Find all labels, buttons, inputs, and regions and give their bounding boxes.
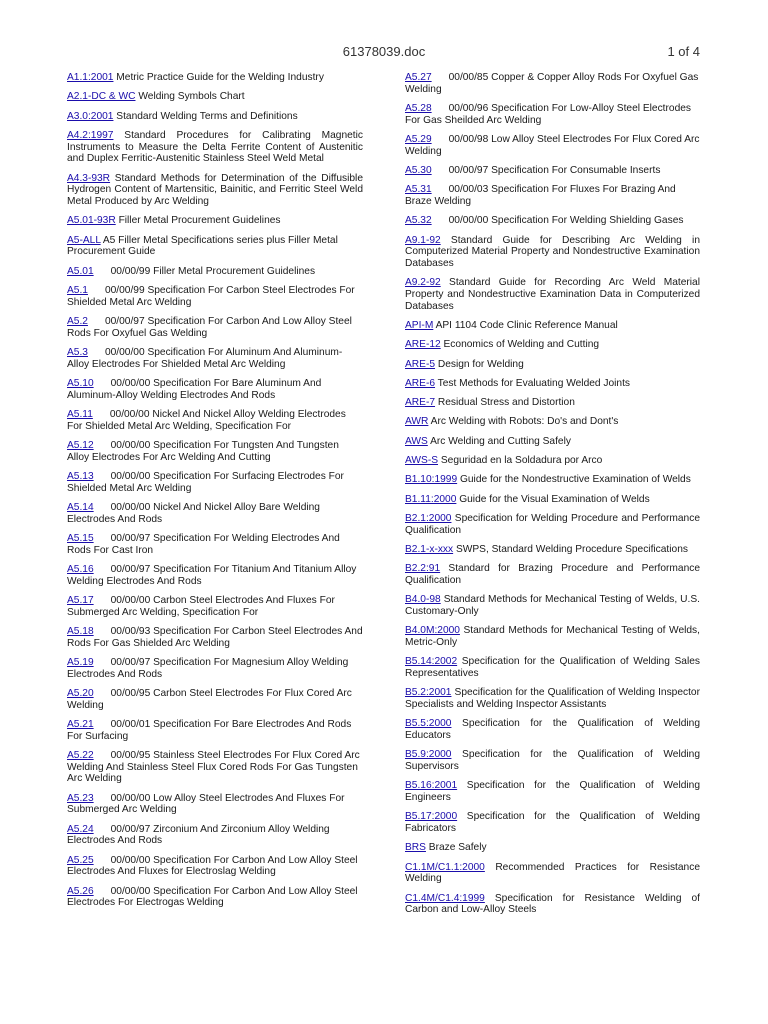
standard-entry: [67, 173, 363, 208]
standard-title: Specification For Carbon Steel Electrodes And Rods For Gas Shielded Arc Welding: [67, 625, 363, 649]
standard-entry: [67, 626, 363, 649]
standard-title: Specification for the Qualification of Welding Educators: [405, 718, 700, 741]
standard-entry: [405, 749, 700, 772]
standard-date: 00/00/95: [110, 687, 151, 699]
standard-code-link[interactable]: C1.4M/C1.4:1999: [405, 892, 485, 904]
standard-entry: [67, 688, 363, 711]
standard-entry: [67, 750, 363, 785]
standard-title: Specification for the Qualification of Welding Supervisors: [405, 749, 700, 772]
standard-code-link[interactable]: A5.3: [67, 346, 88, 358]
standard-title: Economics of Welding and Cutting: [443, 339, 600, 351]
standard-entry: [405, 893, 700, 916]
standard-title: Carbon Steel Electrodes And Fluxes For Submerged Arc Welding, Specification For: [67, 594, 335, 618]
standard-title: Nickel And Nickel Alloy Welding Electrodes For Shielded Metal Arc Welding, Specification For: [67, 408, 346, 432]
standard-code-link[interactable]: A5-ALL: [67, 234, 101, 246]
standard-title: Specification For Fluxes For Brazing And Braze Welding: [405, 184, 676, 207]
standard-title: Arc Welding with Robots: Do's and Dont's: [430, 416, 619, 428]
standard-title: Seguridad en la Soldadura por Arco: [440, 455, 603, 467]
standard-date: 00/00/96: [448, 103, 489, 114]
standard-title: Standard Methods for Determination of the Diffusible Hydrogen Content of Martensitic, Bainitic, and Ferritic Steel Weld Metal Produced by Arc Welding: [67, 172, 363, 207]
standard-entry: [67, 347, 363, 370]
standard-entry: [405, 320, 700, 332]
standard-code-link[interactable]: A4.2:1997: [67, 129, 114, 141]
standard-entry: [67, 266, 363, 278]
standard-date: 00/00/99: [110, 265, 151, 277]
standard-entry: [67, 378, 363, 401]
standard-date: 00/00/00: [110, 470, 151, 482]
standard-title: Welding Symbols Chart: [138, 91, 245, 103]
standard-entry: [67, 824, 363, 847]
standard-code-link[interactable]: AWR: [405, 416, 429, 428]
standard-title: Specification for the Qualification of Welding Engineers: [405, 780, 700, 803]
standard-entry: [67, 440, 363, 463]
standard-title: Design for Welding: [437, 358, 524, 370]
standard-code-link[interactable]: A5.19: [67, 656, 94, 668]
standard-code-link[interactable]: API-M: [405, 320, 434, 331]
standard-entry: [405, 563, 700, 586]
standard-title: Specification for Welding Procedure and Performance Qualification: [405, 512, 700, 536]
standard-title: Guide for the Visual Examination of Welds: [459, 493, 650, 505]
standard-entry: [405, 215, 700, 227]
standard-entry: [67, 855, 363, 878]
standard-title: Specification For Bare Aluminum And Aluminum-Alloy Welding Electrodes And Rods: [67, 377, 322, 401]
standard-title: Standard Welding Terms and Definitions: [116, 110, 298, 122]
standard-entry: [67, 533, 363, 556]
standard-code-link[interactable]: B1.11:2000: [405, 493, 457, 505]
standard-code-link[interactable]: B5.17:2000: [405, 811, 458, 823]
standard-code-link[interactable]: BRS: [405, 842, 426, 854]
standard-code-link[interactable]: ARE-12: [405, 339, 441, 351]
standard-title: Specification For Bare Electrodes And Rods For Surfacing: [67, 718, 352, 742]
standard-title: Specification For Aluminum And Aluminum-Alloy Electrodes For Shielded Metal Arc Welding: [67, 346, 343, 370]
standard-title: Specification For Welding Shielding Gases: [491, 215, 684, 227]
standard-title: Recommended Practices for Resistance Welding: [405, 861, 700, 885]
standard-entry: [67, 471, 363, 494]
standard-entry: [67, 285, 363, 308]
standard-code-link[interactable]: A9.2-92: [405, 277, 441, 289]
standard-code-link[interactable]: A5.21: [67, 718, 94, 730]
standard-entry: [405, 494, 700, 506]
standard-date: 00/00/00: [109, 408, 150, 420]
standard-date: 00/00/00: [110, 439, 151, 451]
standard-entry: [67, 409, 363, 432]
standard-code-link[interactable]: A4.3-93R: [67, 172, 111, 184]
standard-date: 00/00/00: [110, 854, 151, 866]
standard-code-link[interactable]: A5.24: [67, 823, 94, 835]
standard-code-link[interactable]: A5.01-93R: [67, 215, 116, 227]
standard-title: A5 Filler Metal Specifications series plus Filler Metal Procurement Guide: [67, 234, 338, 258]
page-number: 1 of 4: [667, 44, 700, 59]
standard-title: Guide for the Nondestructive Examination of Welds: [459, 474, 691, 486]
standard-code-link[interactable]: A5.25: [67, 854, 94, 866]
standard-title: Specification For Surfacing Electrodes For Shielded Metal Arc Welding: [67, 470, 344, 494]
standard-entry: [67, 719, 363, 742]
standard-code-link[interactable]: A5.13: [67, 470, 94, 482]
standard-entry: [405, 842, 700, 854]
standard-entry: [67, 235, 363, 258]
standard-code-link[interactable]: B5.16:2001: [405, 780, 458, 792]
standard-entry: [67, 91, 363, 103]
standard-entry: [405, 416, 700, 428]
standard-title: SWPS, Standard Welding Procedure Specifications: [455, 543, 688, 555]
standard-code-link[interactable]: A5.18: [67, 625, 94, 637]
standard-title: Specification for the Qualification of Welding Fabricators: [405, 811, 700, 834]
standard-code-link[interactable]: A5.01: [67, 265, 94, 277]
standard-entry: [67, 72, 363, 84]
standard-code-link[interactable]: A5.27: [405, 72, 432, 83]
standard-title: Specification For Carbon Steel Electrodes For Shielded Metal Arc Welding: [67, 284, 355, 308]
standard-entry: [405, 862, 700, 885]
standard-code-link[interactable]: B2.2:91: [405, 563, 441, 575]
standard-entry: [405, 378, 700, 390]
standard-title: Standard Methods for Mechanical Testing of Welds, U.S. Customary-Only: [405, 594, 700, 617]
standard-title: Specification For Low-Alloy Steel Electrodes For Gas Sheilded Arc Welding: [405, 103, 691, 126]
standard-date: 00/00/97: [110, 563, 151, 575]
standard-date: 00/00/97: [448, 165, 489, 176]
standard-code-link[interactable]: C1.1M/C1.1:2000: [405, 861, 485, 873]
standard-date: 00/00/03: [448, 184, 489, 196]
standard-entry: [67, 886, 363, 909]
standard-title: Filler Metal Procurement Guidelines: [153, 265, 316, 277]
standard-entry: [67, 502, 363, 525]
right-column: [405, 72, 700, 924]
standard-date: 00/00/85: [448, 72, 489, 83]
standard-date: 00/00/00: [110, 377, 151, 389]
standard-code-link[interactable]: ARE-5: [405, 358, 436, 370]
standard-entry: [405, 184, 700, 207]
standard-entry: [405, 359, 700, 371]
standard-code-link[interactable]: A5.14: [67, 501, 94, 513]
standard-date: 00/00/99: [104, 284, 145, 296]
standard-code-link[interactable]: A5.31: [405, 184, 432, 196]
standard-code-link[interactable]: A2.1-DC & WC: [67, 91, 136, 103]
standard-code-link[interactable]: A5.29: [405, 134, 432, 145]
standard-code-link[interactable]: B5.2:2001: [405, 687, 452, 699]
standard-title: Specification for Resistance Welding of Carbon and Low-Alloy Steels: [405, 892, 700, 916]
standard-date: 00/00/98: [448, 134, 489, 145]
standard-code-link[interactable]: B4.0M:2000: [405, 625, 460, 637]
standard-date: 00/00/97: [110, 532, 151, 544]
standard-date: 00/00/00: [448, 215, 489, 227]
standard-title: Specification For Carbon And Low Alloy Steel Electrodes For Electrogas Welding: [67, 885, 358, 909]
standard-title: Specification For Magnesium Alloy Welding Electrodes And Rods: [67, 656, 349, 680]
standard-title: Specification For Consumable Inserts: [491, 165, 661, 176]
standard-date: 00/00/00: [110, 792, 151, 804]
standard-title: Stainless Steel Electrodes For Flux Cored Arc Welding And Stainless Steel Flux Cored Rods For Gas Tungsten Arc Welding: [67, 749, 360, 785]
standard-entry: [405, 594, 700, 617]
standard-title: Arc Welding and Cutting Safely: [430, 435, 571, 447]
standard-title: Specification For Carbon And Low Alloy Steel Electrodes And Fluxes for Electroslag Welding: [67, 854, 358, 878]
standard-title: Filler Metal Procurement Guidelines: [118, 215, 281, 227]
standard-title: Specification For Welding Electrodes And Rods For Cast Iron: [67, 532, 340, 556]
standard-entry: [405, 687, 700, 710]
standard-title: Specification For Carbon And Low Alloy Steel Rods For Oxyfuel Gas Welding: [67, 315, 352, 339]
standard-title: Copper & Copper Alloy Rods For Oxyfuel Gas Welding: [405, 72, 699, 95]
standard-code-link[interactable]: A5.10: [67, 377, 94, 389]
standard-code-link[interactable]: B2.1:2000: [405, 512, 452, 524]
standard-code-link[interactable]: A5.17: [67, 594, 94, 606]
standard-code-link[interactable]: B5.9:2000: [405, 749, 452, 761]
standard-title: Nickel And Nickel Alloy Bare Welding Electrodes And Rods: [67, 501, 320, 525]
standard-code-link[interactable]: A5.30: [405, 165, 432, 176]
standard-entry: [405, 474, 700, 486]
standard-entry: [67, 564, 363, 587]
standard-date: 00/00/97: [104, 315, 145, 327]
standard-title: Low Alloy Steel Electrodes For Flux Cored Arc Welding: [405, 134, 700, 157]
standard-entry: [67, 111, 363, 123]
standard-code-link[interactable]: A5.28: [405, 103, 432, 114]
page-header: [0, 44, 768, 60]
standard-entry: [67, 595, 363, 618]
standard-title: Carbon Steel Electrodes For Flux Cored Arc Welding: [67, 687, 352, 711]
standard-code-link[interactable]: A5.2: [67, 315, 88, 327]
standard-title: Specification For Tungsten And Tungsten Alloy Electrodes For Arc Welding And Cutting: [67, 439, 339, 463]
standard-date: 00/00/01: [110, 718, 151, 730]
standard-entry: [405, 277, 700, 312]
standard-code-link[interactable]: AWS-S: [405, 455, 439, 467]
standard-code-link[interactable]: A5.20: [67, 687, 94, 699]
standard-code-link[interactable]: A5.22: [67, 749, 94, 761]
standard-code-link[interactable]: AWS: [405, 435, 428, 447]
standard-code-link[interactable]: ARE-6: [405, 377, 436, 389]
standard-entry: [405, 544, 700, 556]
standard-title: Specification for the Qualification of Welding Inspector Specialists and Welding Inspector Assistants: [405, 687, 700, 710]
standard-code-link[interactable]: A3.0:2001: [67, 110, 114, 122]
standard-entry: [67, 793, 363, 816]
standard-date: 00/00/97: [110, 823, 151, 835]
standard-code-link[interactable]: A5.32: [405, 215, 432, 227]
standard-code-link[interactable]: A5.11: [67, 408, 93, 420]
standard-title: Residual Stress and Distortion: [437, 397, 575, 409]
standard-title: Standard for Brazing Procedure and Performance Qualification: [405, 563, 700, 586]
standard-date: 00/00/00: [110, 501, 151, 513]
standard-title: API 1104 Code Clinic Reference Manual: [435, 320, 618, 331]
standard-entry: [67, 657, 363, 680]
standard-entry: [405, 397, 700, 409]
standard-title: Zirconium And Zirconium Alloy Welding Electrodes And Rods: [67, 823, 330, 847]
standard-code-link[interactable]: A5.16: [67, 563, 94, 575]
standard-date: 00/00/00: [110, 885, 151, 897]
standard-title: Standard Methods for Mechanical Testing of Welds, Metric-Only: [405, 625, 700, 648]
standard-date: 00/00/00: [104, 346, 145, 358]
standard-code-link[interactable]: A1.1:2001: [67, 72, 114, 83]
standard-entry: [405, 103, 700, 126]
standard-code-link[interactable]: A5.12: [67, 439, 94, 451]
standard-code-link[interactable]: B1.10:1999: [405, 474, 458, 486]
standard-entry: [405, 718, 700, 741]
standard-title: Braze Safely: [428, 842, 487, 854]
standard-code-link[interactable]: B2.1-x-xxx: [405, 543, 454, 555]
standard-entry: [405, 811, 700, 834]
standard-code-link[interactable]: B5.5:2000: [405, 718, 452, 730]
standard-code-link[interactable]: A5.26: [67, 885, 94, 897]
standard-date: 00/00/97: [110, 656, 151, 668]
standard-code-link[interactable]: A9.1-92: [405, 234, 441, 246]
standard-entry: [405, 780, 700, 803]
standard-entry: [405, 72, 700, 95]
standard-entry: [405, 455, 700, 467]
standard-entry: [405, 165, 700, 177]
standard-code-link[interactable]: A5.1: [67, 284, 88, 296]
standard-title: Specification for the Qualification of Welding Sales Representatives: [405, 656, 700, 679]
standard-entry: [405, 625, 700, 648]
standard-entry: [405, 436, 700, 448]
standard-date: 00/00/00: [110, 594, 151, 606]
standard-title: Standard Guide for Describing Arc Welding in Computerized Material Property and Nondestructive Examination Databases: [405, 234, 700, 269]
left-column: [67, 72, 363, 917]
standard-title: Standard Guide for Recording Arc Weld Material Property and Nondestructive Examination Data in Computerized Databases: [405, 277, 700, 312]
standard-code-link[interactable]: B5.14:2002: [405, 656, 458, 668]
standard-code-link[interactable]: B4.0-98: [405, 594, 441, 606]
standard-entry: [67, 215, 363, 227]
standard-entry: [405, 513, 700, 536]
standard-code-link[interactable]: A5.15: [67, 532, 94, 544]
standard-entry: [405, 235, 700, 270]
standard-entry: [67, 316, 363, 339]
standard-title: Low Alloy Steel Electrodes And Fluxes For Submerged Arc Welding: [67, 792, 345, 816]
standard-title: Test Methods for Evaluating Welded Joints: [437, 377, 631, 389]
standard-date: 00/00/93: [110, 625, 151, 637]
standard-date: 00/00/95: [110, 749, 151, 761]
standard-entry: [405, 656, 700, 679]
standard-code-link[interactable]: ARE-7: [405, 397, 436, 409]
standard-title: Specification For Titanium And Titanium Alloy Welding Electrodes And Rods: [67, 563, 357, 587]
standard-title: Standard Procedures for Calibrating Magnetic Instruments to Measure the Delta Ferrite Content of Austenitic and Duplex Ferritic-Austenitic Stainless Steel Weld Metal: [67, 129, 363, 165]
standard-entry: [405, 134, 700, 157]
document-name: 61378039.doc: [342, 44, 426, 59]
standard-entry: [67, 130, 363, 165]
standard-code-link[interactable]: A5.23: [67, 792, 94, 804]
standard-entry: [405, 339, 700, 351]
standard-title: Metric Practice Guide for the Welding Industry: [116, 72, 324, 83]
